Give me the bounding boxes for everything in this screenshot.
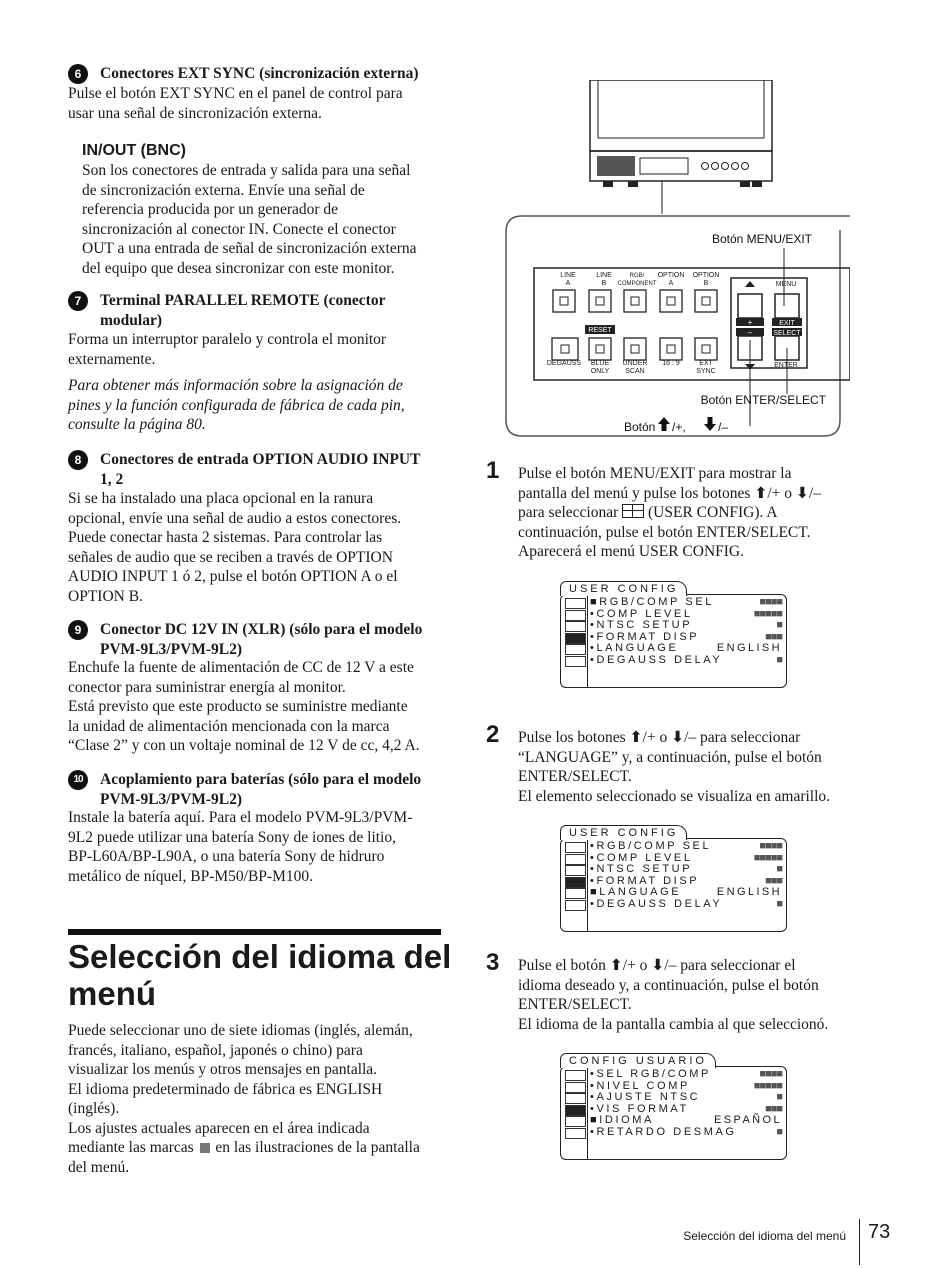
- text-line: “LANGUAGE” y, a continuación, pulse el botón: [518, 748, 822, 766]
- menu-item-value: ■■■■■: [753, 607, 782, 620]
- btn-menu-label: MENU: [775, 281, 797, 288]
- menu-item: •DEGAUSS DELAY: [590, 898, 723, 910]
- text-line: 1, 2: [100, 470, 124, 488]
- btn-16-9-label: [656, 360, 686, 368]
- btn-line-b-label: [589, 272, 619, 288]
- text-fragment: para seleccionar: [518, 504, 619, 521]
- item-number-9: 9: [68, 620, 88, 640]
- menu-category-icon: [565, 842, 586, 853]
- menu-title-tab: CONFIG USUARIO: [560, 1053, 716, 1068]
- page-number: 73: [868, 1221, 891, 1243]
- text-fragment: mediante las marcas: [68, 1139, 194, 1156]
- btn-under-scan-label: [620, 360, 650, 376]
- text-fragment: (USER CONFIG). A: [648, 504, 778, 521]
- menu-item-value: ENGLISH: [716, 642, 782, 655]
- text-line: Enchufe la fuente de alimentación de CC de 12 V a este: [68, 659, 414, 676]
- caption-text: 16 : 9: [662, 360, 680, 367]
- paragraph-ext-sync: [68, 84, 448, 123]
- text-line: metálico de níquel, BP-M50/BP-M100.: [68, 867, 313, 885]
- menu-item: ■LANGUAGE: [590, 886, 682, 899]
- monitor-illustration: [500, 80, 850, 442]
- minus-label: –: [747, 328, 753, 337]
- btn-enter-label: ENTER: [774, 362, 798, 369]
- menu-title-tab: USER CONFIG: [560, 581, 687, 596]
- menu-item: •FORMAT DISP: [590, 874, 700, 887]
- heading-dc-12v: [100, 620, 422, 659]
- caption-text: RGB/ COMPONENT: [617, 273, 657, 287]
- text-line: ENTER/SELECT.: [518, 768, 632, 785]
- btn-option-b-label: [690, 272, 722, 288]
- section-title: [68, 938, 451, 1012]
- paragraph-in-out: [82, 161, 452, 278]
- menu-item: •COMP LEVEL: [590, 607, 693, 620]
- text-line: referencia producida por un generador de: [82, 201, 339, 218]
- menu-category-icon: [565, 621, 586, 632]
- caption-text: OPTION A: [657, 272, 685, 287]
- heading-option-audio: [100, 450, 420, 489]
- text-line: PVM-9L3/PVM-9L2): [100, 790, 243, 808]
- menu-category-icon: [565, 633, 586, 644]
- text-line: BP-L60A/BP-L90A, o una batería Sony de hidruro: [68, 848, 385, 865]
- text-line: de sincronización externa. Envíe una señal de: [82, 181, 365, 199]
- text-line: OPTION B.: [68, 587, 143, 605]
- text-line: externamente.: [68, 350, 156, 368]
- up-arrow-icon: ⬆: [754, 483, 768, 502]
- menu-category-icon: [565, 854, 586, 865]
- heading-battery: [100, 770, 421, 809]
- item-number-10: 10: [68, 770, 88, 790]
- menu-category-icon: [565, 1128, 586, 1139]
- paragraph-option-audio: [68, 489, 401, 606]
- text-line: PVM-9L3/PVM-9L2): [100, 640, 243, 658]
- text-fragment: pantalla del menú y pulse los botones: [518, 484, 751, 502]
- menu-item-value: ■■■■: [759, 840, 782, 852]
- text-fragment: /– para seleccionar el: [664, 957, 796, 974]
- section-rule: [68, 929, 441, 935]
- menu-item-value: ■: [776, 1091, 782, 1104]
- text-line: Puede conectar hasta 2 sistemas. Para controlar las: [68, 529, 383, 546]
- step-number-1: 1: [486, 457, 500, 484]
- up-arrow-icon: ⬆: [629, 728, 643, 746]
- section-intro: [68, 1021, 420, 1177]
- heading-parallel-remote: [100, 291, 385, 330]
- menu-category-icon: [565, 900, 586, 911]
- text-line: modular): [100, 311, 162, 329]
- text-line: del equipo que desea sincronizar con este monitor.: [82, 259, 395, 277]
- text-line: Para obtener más información sobre la asignación de: [68, 377, 403, 394]
- btn-rgb-label: [617, 272, 657, 288]
- text-line: AUDIO INPUT 1 ó 2, pulse el botón OPTION A o el: [68, 568, 398, 585]
- text-line: [518, 484, 898, 504]
- menu-item: ■IDIOMA: [590, 1114, 654, 1127]
- menu-item: •NTSC SETUP: [590, 619, 693, 632]
- heading-ext-sync: Conectores EXT SYNC (sincronización externa): [100, 65, 419, 82]
- text-line: la unidad de alimentación mencionada con la marca: [68, 717, 390, 735]
- text-line: [518, 503, 898, 523]
- text-line: Conectores de entrada OPTION AUDIO INPUT: [100, 451, 421, 468]
- menu-item-value: ENGLISH: [716, 886, 782, 899]
- menu-item-value: ■: [776, 863, 782, 876]
- menu-item-value: ■■■■■: [753, 1079, 782, 1092]
- text-line: [518, 956, 898, 976]
- down-arrow-icon: [704, 417, 716, 431]
- text-line: consulte la página 80.: [68, 416, 206, 433]
- down-arrow-icon: ⬇: [651, 956, 665, 974]
- paragraph-parallel-remote: [68, 330, 386, 369]
- text-line: conector para suministrar energía al monitor.: [68, 678, 346, 696]
- text-line: visualizar los menús y otros mensajes en pantalla.: [68, 1061, 378, 1078]
- user-config-icon: [622, 504, 644, 518]
- menu-category-icon: [565, 1105, 586, 1116]
- label-menu-exit: Botón MENU/EXIT: [711, 232, 812, 246]
- label-up-down-b: /+,: [672, 420, 686, 434]
- item-number-7: 7: [68, 291, 88, 311]
- text-line: Son los conectores de entrada y salida para una señal: [82, 162, 411, 179]
- text-line: usar una señal de sincronización externa.: [68, 104, 322, 122]
- menu-category-icon: [565, 865, 586, 876]
- text-line: Aparecerá el menú USER CONFIG.: [518, 543, 744, 560]
- menu-item-value: ■: [776, 1126, 782, 1138]
- label-enter-select: Botón ENTER/SELECT: [700, 393, 826, 407]
- text-line: ENTER/SELECT.: [518, 996, 632, 1013]
- menu-category-icon: [565, 610, 586, 621]
- text-line: (inglés).: [68, 1100, 120, 1117]
- menu-category-icon: [565, 1082, 586, 1093]
- text-line: “Clase 2” y con un voltaje nominal de 12 V de cc, 4,2 A.: [68, 737, 420, 754]
- text-fragment: /– para seleccionar: [684, 729, 801, 746]
- btn-blue-only-label: [585, 360, 615, 376]
- menu-icon-divider: [587, 1068, 588, 1159]
- menu-category-icon: [565, 877, 586, 888]
- text-line: Pulse el botón EXT SYNC en el panel de control para: [68, 85, 403, 102]
- step-1-text: [518, 464, 898, 562]
- menu-icon-divider: [587, 840, 588, 931]
- menu-item: •NIVEL COMP: [590, 1079, 690, 1092]
- menu-item-value: ■■■■■: [753, 851, 782, 864]
- caption-text: BLUE ONLY: [590, 360, 610, 375]
- up-arrow-icon: [658, 417, 670, 431]
- down-arrow-icon: ⬇: [671, 728, 685, 746]
- text-fragment: /+ o: [642, 729, 668, 746]
- text-line: Pulse el botón MENU/EXIT para mostrar la: [518, 465, 792, 482]
- footer-section-name: Selección del idioma del menú: [683, 1229, 846, 1243]
- menu-item-value: ■■■: [765, 630, 782, 643]
- text-line: Instale la batería aquí. Para el modelo PVM-9L3/PVM-: [68, 809, 413, 826]
- menu-item: •RGB/COMP SEL: [590, 840, 712, 852]
- label-up-down: Botón: [624, 420, 656, 434]
- caption-text: EXT SYNC: [696, 360, 716, 375]
- menu-item: •DEGAUSS DELAY: [590, 654, 723, 666]
- text-fragment: Pulse los botones: [518, 729, 626, 746]
- text-fragment: Pulse el botón: [518, 957, 606, 974]
- menu-item: ■RGB/COMP SEL: [590, 596, 714, 608]
- text-line: OUT a una entrada de señal de sincronización externa: [82, 240, 417, 257]
- menu-category-icon: [565, 1070, 586, 1081]
- reset-label: RESET: [588, 327, 612, 334]
- step-2-text: [518, 728, 898, 806]
- step-number-2: 2: [486, 721, 500, 748]
- text-fragment: en las ilustraciones de la pantalla: [215, 1139, 420, 1156]
- menu-item-value: ■: [776, 898, 782, 910]
- item-number-8: 8: [68, 450, 88, 470]
- menu-item-value: ■■■: [765, 1102, 782, 1115]
- paragraph-dc-12v: [68, 658, 420, 756]
- caption-text: OPTION B: [692, 272, 720, 287]
- exit-label: EXIT: [779, 320, 795, 327]
- caption-text: LINE A: [560, 272, 576, 287]
- text-line: [68, 1138, 420, 1158]
- note-pin-assignment: [68, 376, 405, 435]
- menu-item-value: ■: [776, 619, 782, 632]
- text-line: [518, 728, 898, 748]
- menu-item: •NTSC SETUP: [590, 863, 693, 876]
- menu-item: •COMP LEVEL: [590, 851, 693, 864]
- menu-icon-divider: [587, 596, 588, 687]
- text-line: del menú.: [68, 1158, 130, 1176]
- label-up-down-c: /–: [718, 420, 729, 434]
- text-line: señales de audio que se reciben a través de OPTION: [68, 548, 393, 566]
- text-line: El elemento seleccionado se visualiza en amarillo.: [518, 787, 831, 805]
- gray-mark-icon: [200, 1143, 210, 1153]
- caption-text: DEGAUSS: [546, 360, 582, 367]
- text-line: pines y la función configurada de fábrica de cada pin,: [68, 396, 405, 414]
- menu-item: •LANGUAGE: [590, 642, 679, 655]
- menu-category-icon: [565, 656, 586, 667]
- text-line: Acoplamiento para baterías (sólo para el modelo: [100, 771, 422, 788]
- text-line: sincronización al conector IN. Conecte el conector: [82, 220, 396, 238]
- plus-label: +: [747, 318, 753, 327]
- menu-item-value: ■■■■: [759, 596, 782, 608]
- btn-option-a-label: [655, 272, 687, 288]
- btn-degauss-label: [544, 360, 584, 368]
- menu-title-tab: USER CONFIG: [560, 825, 687, 840]
- text-line: Está previsto que este producto se suministre mediante: [68, 698, 408, 715]
- down-arrow-icon: ⬇: [795, 483, 809, 502]
- text-line: francés, italiano, español, japonés o chino) para: [68, 1041, 363, 1059]
- menu-item-value: ■■■■: [759, 1068, 782, 1080]
- select-label: SELECT: [773, 330, 801, 337]
- menu-item: •AJUSTE NTSC: [590, 1091, 701, 1104]
- menu-category-icon: [565, 598, 586, 609]
- text-line: Terminal PARALLEL REMOTE (conector: [100, 292, 386, 309]
- step-3-text: [518, 956, 898, 1034]
- menu-category-icon: [565, 1093, 586, 1104]
- menu-item: •FORMAT DISP: [590, 630, 700, 643]
- subheading-in-out-bnc: IN/OUT (BNC): [82, 142, 186, 159]
- text-fragment: /+ o: [767, 484, 793, 502]
- menu-category-icon: [565, 1116, 586, 1127]
- text-line: Forma un interruptor paralelo y controla el monitor: [68, 331, 387, 348]
- text-fragment: /+ o: [622, 957, 648, 974]
- menu-item: •SEL RGB/COMP: [590, 1068, 711, 1080]
- menu-item: •RETARDO DESMAG: [590, 1126, 737, 1138]
- text-line: El idioma predeterminado de fábrica es ENGLISH: [68, 1080, 383, 1098]
- text-line: Conector DC 12V IN (XLR) (sólo para el modelo: [100, 621, 423, 638]
- up-arrow-icon: ⬆: [609, 956, 623, 974]
- menu-item-value: ■: [776, 654, 782, 666]
- btn-ext-sync-label: [691, 360, 721, 376]
- caption-text: LINE B: [596, 272, 612, 287]
- caption-text: UNDER SCAN: [622, 360, 648, 375]
- footer-divider: [859, 1219, 860, 1265]
- text-line: Selección del idioma del: [68, 938, 452, 975]
- text-line: Si se ha instalado una placa opcional en la ranura: [68, 490, 374, 507]
- text-line: opcional, envíe una señal de audio a estos conectores.: [68, 509, 402, 527]
- text-line: continuación, pulse el botón ENTER/SELECT.: [518, 523, 811, 541]
- menu-category-icon: [565, 644, 586, 655]
- menu-item: •VIS FORMAT: [590, 1102, 689, 1115]
- step-number-3: 3: [486, 949, 500, 976]
- text-line: Puede seleccionar uno de siete idiomas (inglés, alemán,: [68, 1022, 413, 1039]
- menu-category-icon: [565, 888, 586, 899]
- text-line: menú: [68, 975, 157, 1012]
- btn-line-a-label: [553, 272, 583, 288]
- text-line: idioma deseado y, a continuación, pulse el botón: [518, 976, 819, 994]
- text-fragment: /–: [808, 484, 821, 502]
- paragraph-battery: [68, 808, 412, 886]
- menu-item-value: ■■■: [765, 874, 782, 887]
- text-line: El idioma de la pantalla cambia al que seleccionó.: [518, 1015, 829, 1033]
- menu-item-value: ESPAÑOL: [714, 1114, 782, 1127]
- text-line: Los ajustes actuales aparecen en el área indicada: [68, 1119, 370, 1137]
- text-line: 9L2 puede utilizar una batería Sony de iones de litio,: [68, 828, 396, 846]
- item-number-6: 6: [68, 64, 88, 84]
